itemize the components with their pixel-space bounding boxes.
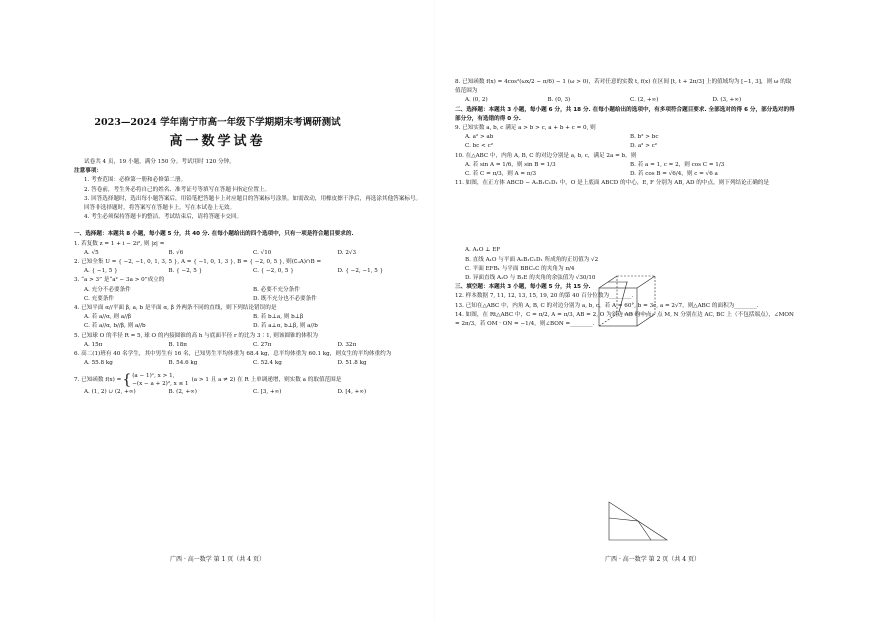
exam-page-2 — [435, 0, 870, 621]
question-10-options — [455, 161, 795, 179]
option: A. 若 a//α, 则 a//β — [84, 314, 132, 321]
question-5: 5. 已知球 O 的半径 R = 5, 球 O 的内接圆锥的高 h 与底面半径 r 的比为 3∶1, 则该圆锥的体积为 — [74, 332, 318, 339]
option: A. a² > ab — [465, 134, 494, 141]
question-14: 14. 如图，在 Rt△ABC 中，C = π/2, A = π/3, AB = 2, O 为斜边 AB 的中点，点 M, N 分别在边 AC, BC 上（不包括端点），∠MON = 2π/3，若 OM · ON = −1/4，则∠BON =________. — [455, 311, 794, 328]
option: A. A₁O ⊥ EF — [465, 247, 501, 254]
question-9: 9. 已知实数 a, b, c 满足 a > b > c, a + b + c = 0, 则 — [455, 125, 596, 132]
option: B. 必要不充分条件 — [253, 286, 300, 293]
question-3-options — [74, 286, 422, 304]
option: C. bc < c² — [465, 143, 493, 150]
question-12: 12. 样本数据 7, 11, 12, 13, 15, 19, 20 的第 40 百分位数为________. — [455, 293, 634, 300]
option: A. 充分不必要条件 — [84, 286, 131, 293]
option: A. (1, 2) ∪ (2, +∞) — [84, 389, 136, 396]
option: C. 27π — [253, 341, 272, 348]
note-3: 3. 回答选择题时，选出每小题答案后，用铅笔把答题卡上对应题目的答案标号涂黑。如需改动，用橡皮擦干净后，再选涂其他答案标号。回答非选择题时，将答案写在答题卡上。写在本试卷上无效。 — [84, 195, 422, 212]
question-10: 10. 在△ABC 中，内角 A, B, C 的对边分别是 a, b, c，满足 2a = b，则 — [455, 152, 637, 159]
case-1: (a − 1)ˣ, x > 1, — [132, 373, 175, 380]
option: D. 若 a⊥α, b⊥β, 则 a//b — [253, 323, 318, 330]
instructions — [74, 158, 422, 398]
option: C. 52.4 kg — [253, 360, 282, 367]
option: B. 18π — [168, 341, 187, 348]
option: D. 2√3 — [337, 249, 357, 256]
option: D. 既不充分也不必要条件 — [253, 295, 317, 302]
page-footer: 广西 · 高一数学 第 1 页（共 4 页） — [170, 556, 265, 563]
option: A. √5 — [84, 249, 99, 256]
question-7-lead: 7. 已知函数 f(x) = — [74, 376, 122, 383]
question-1: 1. 若复数 z = 1 + i − 2i², 则 |z| = — [74, 240, 165, 247]
piecewise-cases — [132, 372, 188, 388]
question-11: 11. 如图，在正方体 ABCD − A₁B₁C₁D₁ 中，O 是上底面 ABCD 的中心，E, F 分别为 AB, AD 的中点，则下列结论正确的是 — [455, 180, 769, 187]
note-1: 1. 考查范围：必修第一册和必修第二册。 — [84, 177, 187, 184]
cube-diagram — [595, 272, 665, 328]
section-1-heading: 一、选择题：本题共 8 小题，每小题 5 分，共 40 分. 在每小题给出的四个选项中，只有一项是符合题目要求的. — [74, 231, 354, 238]
question-3: 3. “a > 3” 是“a² − 3a > 0”成立的 — [74, 277, 165, 284]
option: C. (2, +∞) — [630, 97, 659, 104]
option: B. (0, 3) — [547, 97, 571, 104]
question-7 — [74, 372, 422, 388]
question-13: 13. 已知在△ABC 中，内角 A, B, C 的对边分别为 a, b, c，若 A = 60°, b = 3c, a = 2√7，则△ABC 的面积为________. — [455, 302, 759, 309]
option: B. { −2, 5 } — [168, 268, 203, 275]
notes-heading: 注意事项： — [74, 168, 102, 175]
question-8: 8. 已知函数 f(x) = 4cos²(ωx/2 − π/6) − 1 (ω > 0)，若对任意的实数 t, f(x) 在区间 [t, t + 2π/3] 上的值域均为 [−1, 3]，则 ω 的取值范围为 — [455, 79, 792, 95]
question-4: 4. 已知平面 α//平面 β, a, b 是平面 α, β 外两条不同的直线，则下列结论错误的是 — [74, 305, 277, 312]
option: A. { −1, 5 } — [84, 268, 118, 275]
note-4: 4. 考生必须保持答题卡的整洁。考试结束后，请将答题卡交回。 — [84, 214, 243, 221]
question-8-options — [455, 96, 795, 105]
exam-meta: 试卷共 4 页，19 小题，满分 150 分。考试用时 120 分钟。 — [84, 159, 235, 165]
page-footer: 广西 · 高一数学 第 2 页（共 4 页） — [605, 556, 700, 563]
option: C. 平面 EFB₁ 与平面 BBC₁C 的夹角为 π/4 — [465, 265, 575, 272]
option: D. a² > c² — [630, 143, 658, 150]
question-1-options — [74, 249, 422, 258]
option: D. [4, +∞) — [337, 389, 367, 396]
option: D. { −2, −1, 5 } — [337, 268, 384, 275]
triangle-diagram — [603, 496, 673, 544]
option: A. 55.8 kg — [84, 360, 113, 367]
question-6: 6. 高二(1)班有 40 名学生，其中男生有 16 名，已知男生平均体重为 68.4 kg，总平均体重为 60.1 kg，则女生的平均体重约为 — [74, 351, 392, 358]
option: D. 异面直线 A₁O 与 B₁E 的夹角的余弦值为 √30/10 — [465, 275, 596, 282]
question-7-options — [74, 388, 422, 397]
option: D. 32π — [337, 341, 357, 348]
question-7-tail: (a > 1 且 a ≠ 2) 在 R 上单调递增，则实数 a 的取值范围是 — [191, 376, 342, 383]
section-3-heading: 三、填空题：本题共 3 小题，每小题 5 分，共 15 分. — [455, 284, 591, 291]
exam-title: 2023—2024 学年南宁市高一年级下学期期末考调研测试 — [94, 117, 341, 128]
option: C. 充要条件 — [84, 295, 115, 302]
option: A. 若 sin A = 1/6，则 sin B = 1/3 — [465, 161, 556, 168]
question-4-options — [74, 313, 422, 331]
brace-glyph: { — [122, 372, 132, 389]
question-9-options — [455, 133, 795, 151]
section-2-heading: 二、选择题：本题共 3 小题，每小题 6 分，共 18 分. 在每小题给出的选项中，有多项符合题目要求. 全部选对的得 6 分，部分选对的得部分分，有选错的得 0 分. — [455, 106, 795, 122]
note-2: 2. 答卷前，考生务必将自己的姓名、准考证号等填写在答题卡指定位置上。 — [84, 186, 271, 193]
option: B. (2, +∞) — [168, 389, 197, 396]
option: C. 若 a//α, b//β, 则 a//b — [84, 323, 146, 330]
question-6-options — [74, 359, 422, 368]
case-2: −(x − a + 2)², x ≤ 1 — [132, 381, 189, 388]
question-2: 2. 已知全集 U = { −2, −1, 0, 1, 3, 5 }, A = { −1, 0, 1, 3 }, B = { −2, 0, 5 }, 则(∁ᵤA)∩B = — [74, 259, 322, 266]
option: B. 若 a = 1, c = 2，则 cos C = 1/3 — [630, 161, 725, 168]
cube-figure-space — [455, 188, 795, 246]
option: C. { −2, 0, 5 } — [253, 268, 294, 275]
exam-subtitle: 高一数学试卷 — [169, 134, 266, 149]
question-5-options — [74, 341, 422, 350]
option: B. b² > bc — [630, 134, 659, 141]
option: B. 54.6 kg — [168, 360, 198, 367]
option: A. 15π — [84, 341, 103, 348]
option: B. √6 — [168, 249, 184, 256]
option: B. 若 b⊥a, 则 b⊥β — [253, 314, 304, 321]
question-2-options — [74, 267, 422, 276]
option: D. (3, +∞) — [712, 97, 742, 104]
option: A. (0, 2) — [465, 97, 488, 104]
option: D. 若 cos B = √6/4，则 c = √6 a — [630, 171, 718, 178]
option: C. √10 — [253, 249, 272, 256]
option: C. 若 C = π/3，则 A = π/3 — [465, 171, 537, 178]
option: D. 51.8 kg — [337, 360, 367, 367]
option: B. 直线 A₁O 与平面 A₁B₁C₁D₁ 所成角的正切值为 √2 — [465, 256, 599, 263]
option: C. [3, +∞) — [253, 389, 282, 396]
